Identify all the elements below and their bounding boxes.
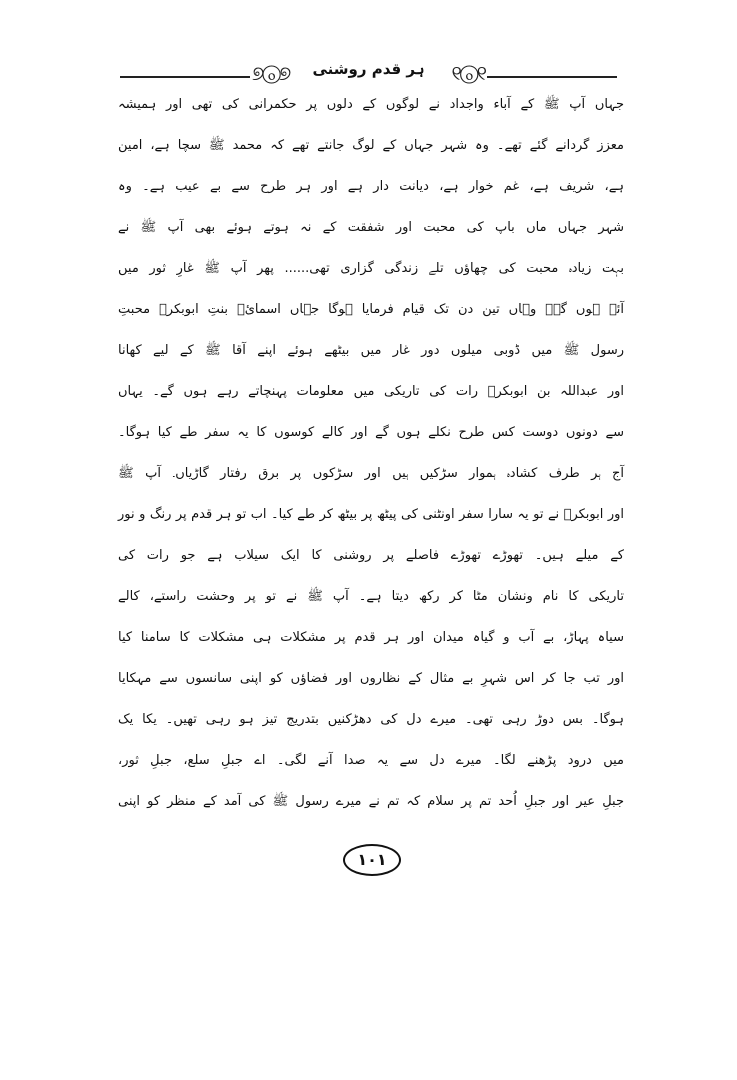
text-line: اور ابوبکرؓ نے تو یہ سارا سفر اونٹنی کی پیٹھ پر بیٹھ کر طے کیا۔ اب تو ہر قدم پر رنگ و نور bbox=[118, 507, 624, 522]
text-line: سے دونوں دوست کس طرح نکلے ہوں گے اور کالے کوسوں کا یہ سفر طے کیا ہوگا۔ bbox=[118, 425, 624, 440]
text-line: سیاہ پہاڑ، بے آب و گیاہ میدان اور ہر قدم پر مشکلات ہی مشکلات کا سامنا کیا bbox=[118, 630, 624, 645]
text-line: بہت زیادہ محبت کی چھاؤں تلے زندگی گزاری تھی...... پھر آپ ﷺ غارِ ثور میں bbox=[118, 261, 624, 276]
text-line: کے میلے ہیں۔ تھوڑے تھوڑے فاصلے پر روشنی کا ایک سیلاب ہے جو رات کی bbox=[118, 548, 624, 563]
text-line: معزز گردانے گئے تھے۔ وہ شہر جہاں کے لوگ جانتے تھے کہ محمد ﷺ سچا ہے، امین bbox=[118, 138, 624, 153]
header-rule-right bbox=[487, 76, 617, 78]
text-line: شہر جہاں ماں باپ کی محبت اور شفقت کے نہ ہوتے ہوئے بھی آپ ﷺ نے bbox=[118, 220, 624, 235]
ornament-left-icon: ୭ⓞ୭ bbox=[252, 61, 290, 85]
text-line: آج ہر طرف کشادہ ہموار سڑکیں ہیں اور سڑکوں پر برق رفتار گاڑیاں۔ آپ ﷺ bbox=[118, 466, 624, 481]
header-rule-left bbox=[120, 76, 250, 78]
text-line: اور عبداللہ بن ابوبکرؓ رات کی تاریکی میں معلومات پہنچاتے رہے ہوں گے۔ یہاں bbox=[118, 384, 624, 399]
text-line: آئے ہوں گے۔ وہاں تین دن تک قیام فرمایا ہوگا جہاں اسمائؓ بنتِ ابوبکرؓ محبتِ bbox=[118, 302, 624, 317]
text-line: ہوگا۔ بس دوڑ رہی تھی۔ میرے دل کی دھڑکنیں بتدریج تیز ہو رہی تھیں۔ یکا یک bbox=[118, 712, 624, 727]
text-line: میں درود پڑھنے لگا۔ میرے دل سے یہ صدا آنے لگی۔ اے جبلِ سلع، جبلِ ثور، bbox=[118, 753, 624, 768]
header-title: ہر قدم روشنی bbox=[312, 60, 425, 78]
text-line: جبلِ عیر اور جبلِ اُحد تم پر سلام کہ تم نے میرے رسول ﷺ کی آمد کے منظر کو اپنی bbox=[118, 794, 624, 809]
text-line: رسول ﷺ میں ڈوبی میلوں دور غار میں بیٹھے ہوئے اپنے آقا ﷺ کے لیے کھانا bbox=[118, 343, 624, 358]
ornament-right-icon: ୧ⓞ୧ bbox=[451, 61, 485, 85]
page-number: ۱۰۱ bbox=[343, 844, 401, 876]
body-text bbox=[118, 84, 624, 822]
text-line: تاریکی کا نام ونشان مٹا کر رکھ دیتا ہے۔ آپ ﷺ نے تو پر وحشت راستے، کالے bbox=[118, 589, 624, 604]
text-line: اور تب جا کر اس شہرِ بے مثال کے نظاروں اور فضاؤں کو اپنی سانسوں سے مہکایا bbox=[118, 671, 624, 686]
text-line: جہاں آپ ﷺ کے آباء واجداد نے لوگوں کے دلوں پر حکمرانی کی تھی اور ہمیشہ bbox=[118, 97, 624, 112]
text-line: ہے، شریف ہے، غم خوار ہے، دیانت دار ہے اور ہر طرح سے بے عیب ہے۔ وہ bbox=[118, 179, 624, 194]
